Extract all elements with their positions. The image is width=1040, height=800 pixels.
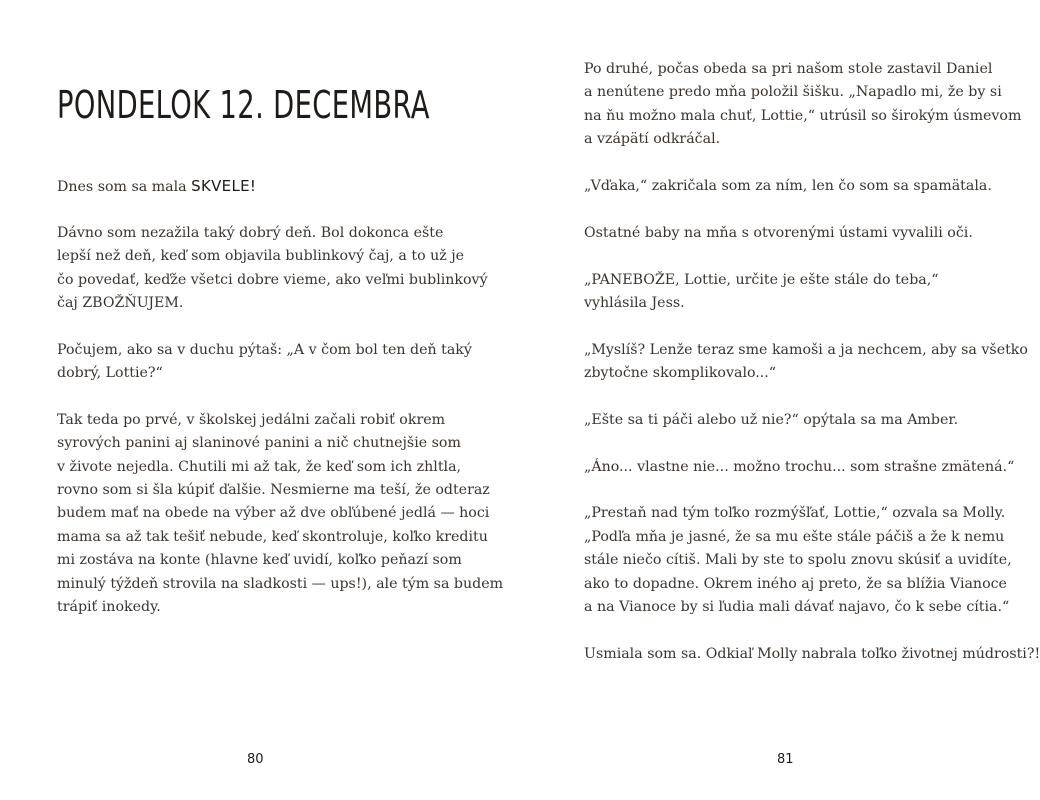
text-line: na ňu možno mala chuť, Lottie,“ utrúsil so širokým úsmevom [584, 107, 1022, 124]
paragraph-gap [57, 386, 487, 409]
text-line: mi zostáva na konte (hlavne keď uvidí, koľko peňazí som [57, 552, 462, 569]
intro-emphasis: SKVELE! [191, 177, 257, 195]
text-line: lepší než deň, keď som objavila bublinkový čaj, a to už je [57, 248, 465, 265]
text-line: „Podľa mňa je jasné, že sa mu ešte stále páčiš a že k nemu [584, 528, 1005, 545]
paragraph-gap [584, 198, 1004, 221]
intro-line [57, 175, 487, 198]
text-line: stále niečo cítiš. Mali by ste to spolu znovu skúsiť a uvidíte, [584, 552, 1012, 569]
paragraph-gap [584, 385, 1004, 408]
text-line: Usmiala som sa. Odkiaľ Molly nabrala toľko životnej múdrosti?! [584, 645, 1040, 662]
text-line: ako to dopadne. Okrem iného aj preto, že sa blížia Vianoce [584, 575, 1007, 592]
paragraph-gap [584, 152, 1004, 175]
text-line: Po druhé, počas obeda sa pri našom stole zastavil Daniel [584, 61, 993, 77]
page-number: 80 [247, 752, 264, 767]
text-line: a vzápätí odkráčal. [584, 131, 721, 148]
left-page-body [57, 175, 504, 619]
text-line: rovno som si šla kúpiť ďalšie. Nesmierne ma teší, že odteraz [57, 482, 490, 499]
text-line: Tak teda po prvé, v školskej jedálni začali robiť okrem [57, 411, 446, 428]
text-line: mama sa až tak tešiť nebude, keď skontroluje, koľko kreditu [57, 528, 488, 545]
text-line: čo povedať, keďže všetci dobre vieme, ako veľmi bublinkový [57, 271, 488, 288]
text-line: Dávno som nezažila taký dobrý deň. Bol dokonca ešte [57, 224, 444, 241]
paragraph-gap [57, 198, 487, 221]
text-line: vyhlásila Jess. [584, 294, 685, 311]
paragraph-gap [584, 479, 1004, 502]
text-line: „Prestaň nad tým toľko rozmýšľať, Lottie,“ ozvala sa Molly. [584, 505, 1006, 522]
text-line: a na Vianoce by si ľudia mali dávať najavo, čo k sebe cítia.“ [584, 598, 1010, 615]
right-page [520, 0, 1040, 800]
text-line: Ostatné baby na mňa s otvorenými ústami vyvalili oči. [584, 224, 973, 241]
paragraph-gap [584, 619, 1004, 642]
text-line: zbytočne skomplikovalo...“ [584, 365, 777, 382]
text-line: v živote nejedla. Chutili mi až tak, že keď som ich zhltla, [57, 458, 462, 475]
intro-text: Dnes som sa mala [57, 179, 192, 195]
right-page-body [584, 58, 1040, 666]
text-line: minulý týždeň strovila na sladkosti — ups!), ale tým sa budem [57, 575, 504, 592]
text-line: trápiť inokedy. [57, 599, 161, 616]
text-line: čaj ZBOŽŇUJEM. [57, 294, 184, 311]
text-line: syrových panini aj slaninové panini a nič chutnejšie som [57, 435, 461, 452]
chapter-title: PONDELOK 12. DECEMBRA [57, 83, 430, 127]
page-number: 81 [777, 752, 794, 767]
paragraph-gap [584, 432, 1004, 455]
text-line: budem mať na obede na výber až dve obľúbené jedlá — hoci [57, 505, 490, 522]
text-line: „Áno... vlastne nie... možno trochu... som strašne zmätená.“ [584, 458, 1015, 475]
text-line: „PANEBOŽE, Lottie, určite je ešte stále do teba,“ [584, 271, 939, 288]
paragraph-gap [584, 315, 1004, 338]
text-line: dobrý, Lottie?“ [57, 365, 163, 382]
text-line: „Myslíš? Lenže teraz sme kamoši a ja nechcem, aby sa všetko [584, 341, 1028, 358]
text-line: a nenútene predo mňa položil šišku. „Napadlo mi, že by si [584, 84, 1002, 101]
text-line: „Ešte sa ti páči alebo už nie?“ opýtala sa ma Amber. [584, 411, 959, 428]
text-line: Počujem, ako sa v duchu pýtaš: „A v čom bol ten deň taký [57, 341, 472, 358]
paragraph-gap [57, 315, 487, 338]
text-line: „Vďaka,“ zakričala som za ním, len čo som sa spamätala. [584, 177, 992, 194]
paragraph-gap [584, 245, 1004, 268]
